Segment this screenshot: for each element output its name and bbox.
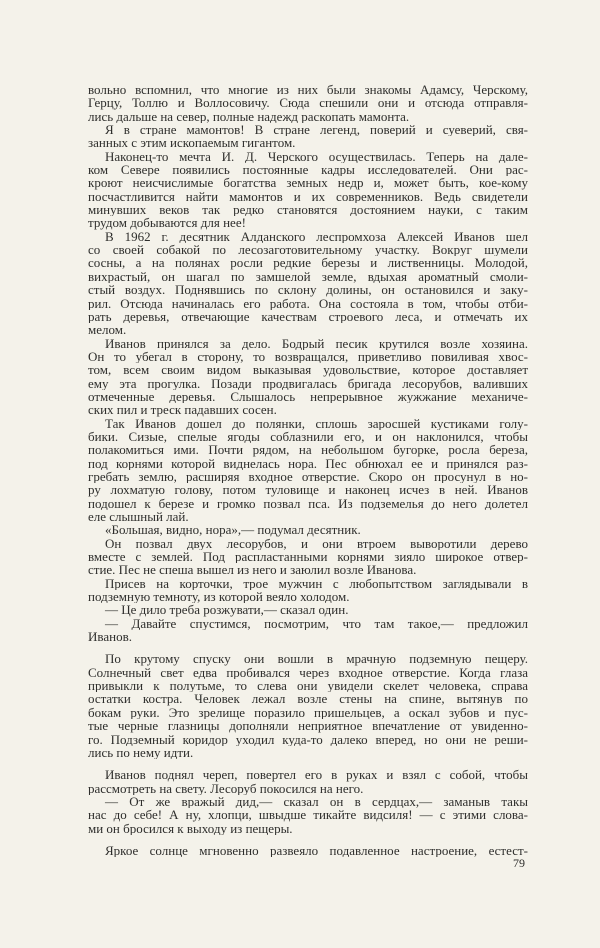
text-line: подземную темноту, из которой веяло холодом. [88, 590, 350, 604]
text-line: том, всем своим видом выказывая удовольствие, которое доставляет [88, 363, 528, 377]
text-line: привыкли к полутьме, то слева они увидели скелет человека, справа [88, 679, 528, 693]
text-line: под корнями которой виднелась нора. Пес обнюхал ее и принялся раз- [88, 456, 528, 470]
text-line: лись по нему идти. [88, 745, 194, 760]
text-line: подошел к березе и громко позвал пса. Из подземелья до него долетел [88, 496, 528, 510]
text-line: Наконец-то мечта И. Д. Черского осуществилась. Теперь на дале- [105, 149, 528, 164]
text-line: Иванов принялся за дело. Бодрый песик крутился возле хозяина. [105, 336, 528, 350]
text-line: рассмотреть на свету. Лесоруб покосился на него. [88, 781, 364, 795]
text-line: кроют неисчислимые богатства земных недр и, может быть, кое-кому [88, 176, 528, 190]
text-line: Присев на корточки, трое мужчин с любопытством заглядывали в [105, 576, 528, 591]
text-line: Иванов. [88, 630, 132, 644]
text-line: вольно вспомнил, что многие из них были знакомы Адамсу, Черскому, [88, 83, 528, 97]
text-line: ских пил и треск падавших сосен. [88, 403, 277, 417]
text-line: го. Подземный коридор уходил куда-то далеко вперед, но они не реши- [88, 732, 528, 746]
text-line: Иванов поднял череп, повертел его в руках и взял с собой, чтобы [105, 768, 528, 782]
text-line: бики. Сизые, спелые ягоды соблазнили его, и он наклонился, чтобы [88, 429, 528, 444]
text-line: ру лохматую голову, потом туловище и наконец исчез в ней. Иванов [88, 483, 528, 497]
text-line: По крутому спуску они вошли в мрачную подземную пещеру. [105, 652, 528, 666]
text-line: мелом. [88, 323, 127, 337]
text-line: бокам руки. Это зрелище поразило пришельцев, а оскал зубов и пус- [88, 705, 528, 720]
text-line: посчастливится найти мамонтов и их современников. Ведь свидетели [88, 189, 528, 204]
text-line: стый воздух. Поднявшись по склону долины, он остановился и заку- [88, 283, 528, 297]
page-number: 79 [513, 856, 525, 870]
text-line: Я в стране мамонтов! В стране легенд, поверий и суеверий, свя- [105, 123, 528, 137]
text-line: — Це дило треба розжувати,— сказал один. [105, 603, 349, 617]
text-line: ми он бросился к выходу из пещеры. [88, 821, 293, 835]
text-line: — Давайте спустимся, посмотрим, что там такое,— предложил [105, 616, 528, 631]
text-line: нас до себе! А ну, хлопци, швыдше тикайте видсиля! — с этими слова- [88, 808, 528, 822]
text-line: остатки костра. Человек лежал возле стены на спине, вытянув по [88, 692, 528, 706]
text-line: минувших веков так редко становятся достоянием науки, с таким [88, 203, 528, 217]
text-line: вихрастый, он шагал по замшелой земле, вдыхая ароматный смоли- [88, 269, 528, 284]
text-line: Герцу, Толлю и Воллосовичу. Сюда спешили они и отсюда отправля- [88, 96, 528, 110]
text-line: Солнечный свет едва пробивался через входное отверстие. Когда глаза [88, 665, 528, 680]
text-line: сосны, а на полянах росли редкие березы и лиственницы. Молодой, [88, 256, 528, 270]
text-line: Он то убегал в сторону, то возвращался, приветливо повиливая хвос- [88, 349, 528, 364]
text-line: рать деревья, отвечающие качествам строевого леса, и отмечать их [88, 309, 528, 324]
text-line: Он позвал двух лесорубов, и они втроем выворотили дерево [105, 536, 528, 551]
text-line: стие. Пес не спеша вышел из него и заюлил возле Иванова. [88, 563, 417, 577]
text-line: «Большая, видно, нора»,— подумал десятник. [105, 523, 361, 537]
text-line: В 1962 г. десятник Алданского леспромхоза Алексей Иванов шел [105, 229, 528, 244]
text-line: ком Севере появились постоянные кадры исследователей. Они рас- [88, 163, 528, 177]
text-line: со своей собакой по лесозаготовительному участку. Вокруг шумели [88, 243, 528, 257]
text-line: лись дальше на север, полные надежд раскопать мамонта. [88, 109, 410, 124]
text-line: рил. Отсюда начиналась его работа. Она состояла в том, чтобы отби- [88, 296, 528, 310]
text-line: — От же вражый дид,— сказал он в сердцах,— заманыв такы [105, 794, 528, 809]
text-line: вместе с землей. Под распластанными корнями зияло широкое отвер- [88, 550, 528, 564]
text-line: еле слышный лай. [88, 510, 189, 524]
text-line: полакомиться ими. Почти рядом, на небольшом бугорке, росла береза, [88, 443, 528, 457]
text-line: Яркое солнце мгновенно развеяло подавленное настроение, естест- [105, 843, 528, 858]
body-text [88, 83, 528, 857]
text-line: отмеченные деревья. Слышалось непрерывное жужжание механиче- [88, 389, 528, 404]
text-line: гребать землю, расширяя входное отверстие. Скоро он просунул в но- [88, 469, 528, 484]
text-line: трудом добываются для нее! [88, 216, 246, 230]
text-line: Так Иванов дошел до полянки, сплошь заросшей кустиками голу- [105, 416, 528, 430]
text-line: занных с этим ископаемым гигантом. [88, 136, 296, 150]
text-line: тые черные глазницы дополняли неприятное впечатление от увиденно- [88, 719, 528, 733]
text-line: ему эта прогулка. Позади продвигалась бригада лесорубов, валивших [88, 376, 528, 390]
